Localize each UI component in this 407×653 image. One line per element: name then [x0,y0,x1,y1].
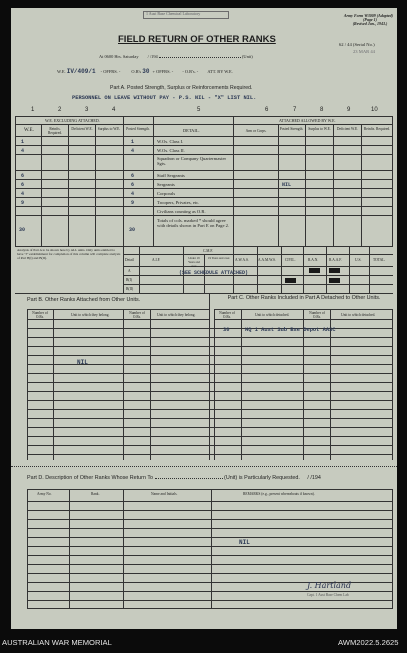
pd-hdr-rank: Rank. [91,492,100,496]
at-line [99,54,253,59]
row-we-2: 4 [21,148,25,154]
right-nil: NIL [282,182,292,188]
we-label: W.E. [57,69,66,74]
at-line-date: / /194 [147,54,158,59]
analysis-a: A [128,269,131,273]
col-num-7: 7 [293,107,297,113]
part-c-entry-num: 30 [223,327,230,333]
we-excl-attached: W.E. EXCLUDING ATTACHED. [45,118,100,123]
ruled-line [27,445,393,446]
analysis-detail: Detail [125,258,134,262]
ruled-line [27,355,393,356]
ruled-line [27,337,393,338]
ruled-line [27,591,393,592]
col-num-1: 1 [31,107,35,113]
ruled-line [27,373,393,374]
ruled-line [27,564,393,565]
part-c-entry-unit: HQ 1 Aust Sub Bse Depot AASC [245,327,336,333]
pb-hdr-num-1: Number of O.Rs. [32,311,48,319]
row-label-7: Troopers, Privates, etc. [157,200,200,205]
ruled-line [27,528,393,529]
pd-hdr-name: Name and Initials. [151,492,178,496]
part-d-title [27,475,321,481]
ruled-line [27,418,393,419]
row-label-4: Staff Sergeants [157,173,185,178]
row-label-6: Corporals [157,191,176,196]
part-b-title: Part B. Other Ranks Attached from Other Units. [27,297,141,303]
row-posted-7: 9 [131,200,135,206]
hdr-r-reinfts: Reinfts. Required. [363,127,391,131]
form-id [329,14,393,26]
form-id-line: Army Form W3009 (Adapted) [343,13,393,18]
ors-value: 30 [142,68,150,75]
pd-hdr-army-no: Army No. [37,492,52,496]
hdr-we: W.E. [24,128,34,133]
row-label-3: Squadron or Company Quartermaster Sgts. [157,156,227,166]
schedule-attached: (SEE SCHEDULE ATTACHED) [179,270,249,276]
ah-civil: CIVIL. [285,258,296,262]
ruled-line [27,510,393,511]
col-num-8: 8 [320,107,324,113]
personnel-note: PERSONNEL ON LEAVE WITHOUT PAY - P.S. NIL - "X" LIST NIL. [72,95,257,101]
footer-institution: AUSTRALIAN WAR MEMORIAL [2,638,112,647]
ruled-line [27,537,393,538]
plus-offrs: + OFFRS. - [152,69,174,74]
part-a-title: Part A. Posted Strength, Surplus or Reinforcements Required. [110,85,253,91]
row-posted-4: 6 [131,173,135,179]
row-posted-1: 1 [131,139,135,145]
ruled-line [27,328,393,329]
row-label-1: W.Os. Class I. [157,139,184,144]
unit-stamp: 1 Aust Base Chemical Laboratory [143,11,229,19]
pb-hdr-unit-2: Unit to which they belong. [157,313,196,317]
hdr-arm: Arm or Corps. [245,129,267,133]
part-c-title: Part C. Other Ranks Included in Part A Detached to Other Units. [227,295,381,301]
row-posted-5: 6 [131,182,135,188]
form-id-line: (Revised Jan., 1943.) [352,21,388,26]
serial-number: 62 / 44 (Serial No.) [339,42,375,47]
ruled-line [27,400,393,401]
ruled-line [27,555,393,556]
at-line-prefix: At 0600 Hrs. Saturday [99,54,139,59]
hdr-reinfts: Reinfts. Required. [47,127,63,135]
row-posted-2: 4 [131,148,135,154]
hdr-detail: DETAIL. [183,128,200,133]
ruled-line [27,573,393,574]
row-we-5: 6 [21,182,25,188]
col-num-10: 10 [371,107,378,113]
serial-stamp: 23 MAR 44 [353,49,375,54]
redaction-block [285,278,296,283]
analysis-text: Analysis of Part A to be shown here by ALL units. Only units entitled to have "J" establishment for completion of this column will complete analysis of Part B(I) and B(II). [17,248,121,260]
row-we-7: 9 [21,200,25,206]
ruled-line [27,600,393,601]
ruled-line [27,427,393,428]
ah-19over: 19 Years and over. [207,256,231,260]
ruled-line [27,454,393,455]
ruled-line [27,382,393,383]
hdr-deficient: Deficient W.E. [71,127,93,131]
ruled-line [27,546,393,547]
analysis-b1: B(I) [126,278,132,282]
part-d-nil: NIL [239,539,250,546]
row-label-9: Totals of cols. marked * should agree with details shown in Part E on Page 2. [157,218,230,228]
ah-ran: R.A.N. [308,258,319,262]
row-we-1: 1 [21,139,25,145]
offrs-label: - OFFRS. - [100,69,121,74]
hdr-posted: Posted Strength. [126,127,150,131]
hdr-r-deficient: Deficient W.E. [336,127,359,131]
col-num-3: 3 [85,107,89,113]
pb-hdr-num-2: Number of O.Rs. [129,311,145,319]
at-line-unit: (Unit) [241,54,253,59]
ah-raaf: R.A.A.F. [329,258,342,262]
pc-hdr-num-2: Number of O.Rs. [309,311,325,319]
pc-hdr-num-1: Number of O.Rs. [219,311,235,319]
ruled-line [27,519,393,520]
col-num-9: 9 [347,107,351,113]
ruled-line [27,436,393,437]
footer-accession-number: AWM2022.5.2625 [338,638,399,647]
att-by-we: ATT. BY W.E. [207,69,233,74]
col-num-2: 2 [58,107,62,113]
redaction-block [329,278,340,283]
col-num-6: 6 [265,107,269,113]
ah-under19: Under 19 Years and over. [188,256,200,268]
pc-hdr-unit-1: Unit to which detached. [255,313,290,317]
we-line [57,68,233,75]
row-posted-9: 30 [129,227,136,233]
row-we-6: 4 [21,191,25,197]
hdr-surplus: Surplus to W.E. [97,127,121,131]
part-b-nil: NIL [77,359,88,366]
row-label-2: W.Os. Class II. [157,148,185,153]
pd-hdr-remarks: REMARKS (e.g., present whereabouts if known). [243,492,315,496]
pb-hdr-unit-1: Unit to which they belong. [71,313,110,317]
ah-aif: A.I.F. [152,258,161,262]
form-sheet [11,8,397,629]
ruled-line [27,391,393,392]
ah-awas: A.W.A.S. [235,258,249,262]
row-we-9: 30 [19,227,26,233]
ruled-line [27,346,393,347]
part-d-title-text-2: (Unit) is Particularly Requested. [224,475,300,481]
hdr-r-surplus: Surplus to W.E. [308,127,331,131]
part-d-date: / /194 [307,475,321,481]
row-label-5: Sergeants [157,182,175,187]
analysis-b2: B(II) [126,287,134,291]
row-posted-6: 4 [131,191,135,197]
ah-aamws: A.A.M.W.S. [258,258,276,262]
form-title: FIELD RETURN OF OTHER RANKS [118,34,276,45]
footer-bar [0,634,407,653]
ah-us: U.S. [355,258,362,262]
row-label-8: Civilians counting as O.R. [157,209,206,214]
ors-label-2: - O.R's. - [182,69,199,74]
signature-caption: Capt. 1 Aust Base Chem Lab [307,593,349,597]
ors-label: O.R's [131,69,142,74]
col-num-4: 4 [112,107,116,113]
attached-allowed: ATTACHED ALLOWED BY W.E. [279,118,336,123]
col-num-5: 5 [197,107,201,113]
form-id-line: (Page 1) [363,17,377,22]
ah-total: TOTAL. [373,258,386,262]
signature: J. Hartland [307,581,352,590]
ruled-line [27,409,393,410]
row-we-4: 6 [21,173,25,179]
part-d-title-text: Part D. Description of Other Ranks Whose Return To [27,475,154,481]
redaction-block [329,268,340,273]
we-value: IV/409/1 [66,68,96,75]
cmf-header: C.M.F. [203,249,213,253]
redaction-block [309,268,320,273]
hdr-r-posted: Posted Strength. [279,127,304,131]
pc-hdr-unit-2: Unit to which detached. [341,313,376,317]
